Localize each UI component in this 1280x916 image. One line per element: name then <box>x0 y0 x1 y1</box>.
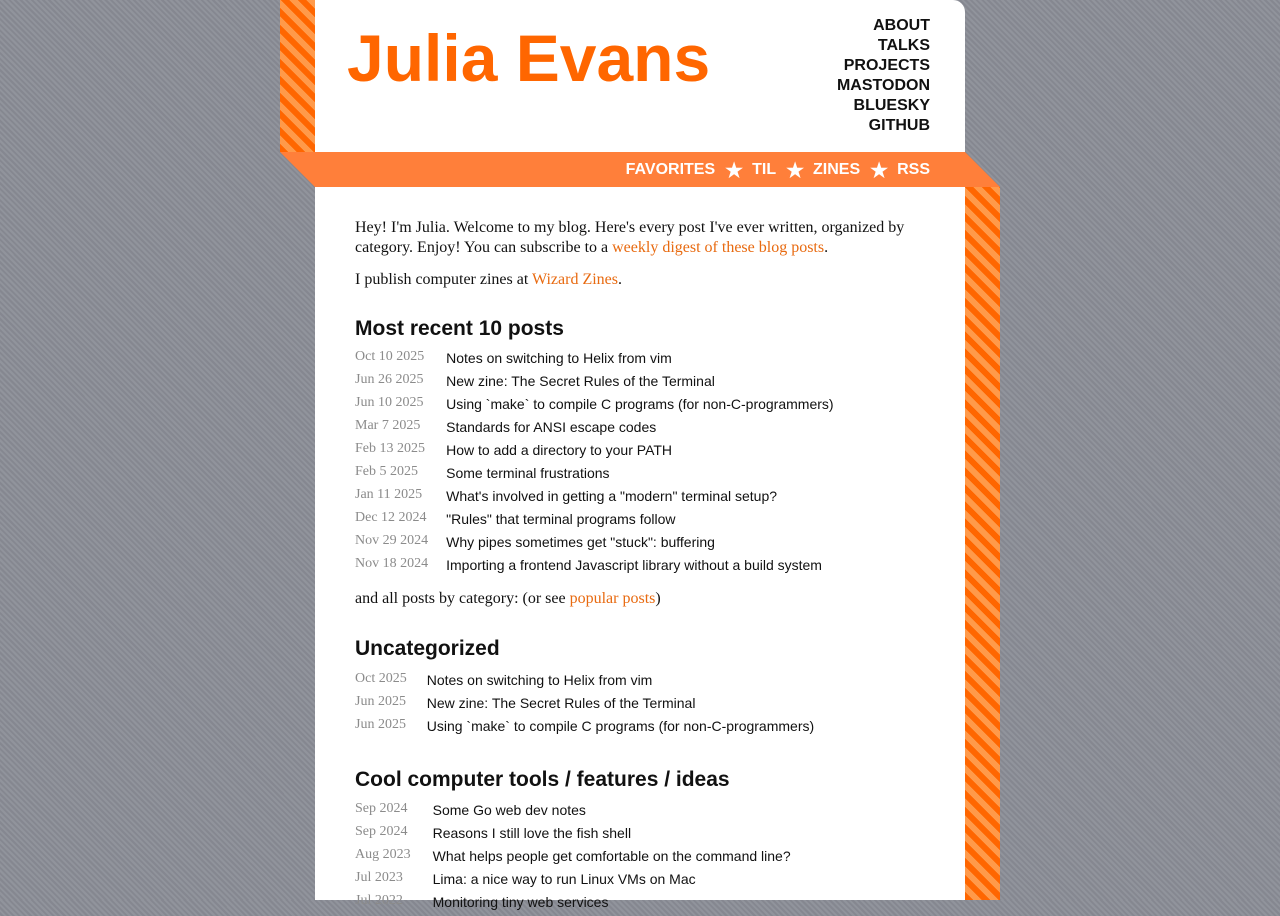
post-date: Nov 18 2024 <box>355 556 429 571</box>
post-link[interactable]: Why pipes sometimes get "stuck": buffering <box>446 534 715 550</box>
zines-text: I publish computer zines at <box>355 271 532 288</box>
post-date: Dec 12 2024 <box>355 510 427 525</box>
post-date: Jun 2025 <box>355 717 406 732</box>
content-stripe-decoration <box>965 187 1000 900</box>
post-link[interactable]: Using `make` to compile C programs (for non-C-programmers) <box>446 396 834 412</box>
category-intro <box>355 589 925 609</box>
post-date: Sep 2024 <box>355 801 408 816</box>
post-date: Jun 10 2025 <box>355 395 424 410</box>
nav-talks-link[interactable]: TALKS <box>877 37 930 54</box>
category-heading-cool-tools: Cool computer tools / features / ideas <box>355 768 730 791</box>
header-stripe-decoration <box>280 0 315 152</box>
post-row <box>355 533 834 556</box>
post-row <box>355 464 834 487</box>
post-row <box>355 418 834 441</box>
post-link[interactable]: New zine: The Secret Rules of the Terminal <box>426 695 696 711</box>
post-row <box>355 824 791 847</box>
star-icon: ★ <box>870 160 889 182</box>
star-icon: ★ <box>786 160 805 182</box>
post-date: Sep 2024 <box>355 824 408 839</box>
post-row <box>355 671 814 694</box>
post-row <box>355 556 834 579</box>
post-date: Oct 10 2025 <box>355 349 425 364</box>
post-date: Jun 26 2025 <box>355 372 424 387</box>
zines-text-end: . <box>617 271 622 288</box>
ribbon-til-link[interactable]: TIL <box>752 160 777 178</box>
post-date: Aug 2023 <box>355 847 411 862</box>
ribbon-nav <box>626 152 930 187</box>
nav-github-link[interactable]: GITHUB <box>868 117 930 134</box>
post-row <box>355 717 814 740</box>
post-row <box>355 441 834 464</box>
post-row <box>355 349 834 372</box>
ribbon-zines-link[interactable]: ZINES <box>813 160 861 178</box>
post-date: Jul 2022 <box>355 893 403 908</box>
post-date: Oct 2025 <box>355 671 407 686</box>
nav-mastodon-link[interactable]: MASTODON <box>836 77 930 94</box>
post-date: Nov 29 2024 <box>355 533 429 548</box>
post-row <box>355 870 791 893</box>
uncategorized-posts-list <box>355 671 814 740</box>
intro-text: Hey! I'm Julia. Welcome to my blog. Here's every post I've ever written, organized by category. Enjoy! You can subscribe to a <box>355 219 905 256</box>
header <box>315 0 965 152</box>
post-link[interactable]: Importing a frontend Javascript library without a build system <box>446 557 822 573</box>
post-link[interactable]: Some Go web dev notes <box>432 802 586 818</box>
ribbon-favorites-link[interactable]: FAVORITES <box>625 160 716 178</box>
ribbon-rss-link[interactable]: RSS <box>897 160 930 178</box>
nav-projects-link[interactable]: PROJECTS <box>843 57 930 74</box>
top-nav <box>837 16 930 136</box>
nav-about-link[interactable]: ABOUT <box>873 17 930 34</box>
category-intro-text: and all posts by category: (or see <box>355 590 570 607</box>
main-content <box>315 187 965 910</box>
recent-posts-heading: Most recent 10 posts <box>355 317 564 340</box>
category-intro-end: ) <box>655 590 661 607</box>
post-link[interactable]: What helps people get comfortable on the command line? <box>432 848 791 864</box>
post-row <box>355 395 834 418</box>
post-row <box>355 510 834 533</box>
post-date: Feb 13 2025 <box>355 441 425 456</box>
post-row <box>355 487 834 510</box>
zines-paragraph <box>355 270 925 290</box>
post-date: Feb 5 2025 <box>355 464 418 479</box>
post-link[interactable]: Some terminal frustrations <box>446 465 610 481</box>
post-row <box>355 847 791 870</box>
post-link[interactable]: Monitoring tiny web services <box>432 894 609 910</box>
post-link[interactable]: Notes on switching to Helix from vim <box>446 350 672 366</box>
wizard-zines-link[interactable]: Wizard Zines <box>532 271 618 288</box>
cool-tools-posts-list <box>355 801 791 916</box>
post-link[interactable]: How to add a directory to your PATH <box>446 442 673 458</box>
page <box>280 0 1000 910</box>
weekly-digest-link[interactable]: weekly digest of these blog posts <box>612 239 825 256</box>
post-date: Mar 7 2025 <box>355 418 421 433</box>
post-date: Jan 11 2025 <box>355 487 423 502</box>
post-row <box>355 893 791 916</box>
nav-bluesky-link[interactable]: BLUESKY <box>853 97 930 114</box>
post-link[interactable]: "Rules" that terminal programs follow <box>446 511 676 527</box>
intro-paragraph <box>355 218 925 258</box>
post-row <box>355 801 791 824</box>
intro-text-end: . <box>824 239 829 256</box>
post-date: Jun 2025 <box>355 694 406 709</box>
site-title[interactable]: Julia Evans <box>347 21 711 95</box>
recent-posts-list <box>355 349 834 579</box>
post-link[interactable]: Using `make` to compile C programs (for non-C-programmers) <box>426 718 815 734</box>
post-link[interactable]: Notes on switching to Helix from vim <box>426 672 653 688</box>
post-row <box>355 372 834 395</box>
post-link[interactable]: Standards for ANSI escape codes <box>446 419 657 435</box>
star-icon: ★ <box>725 160 744 182</box>
post-link[interactable]: New zine: The Secret Rules of the Terminal <box>446 373 715 389</box>
post-link[interactable]: Lima: a nice way to run Linux VMs on Mac <box>432 871 696 887</box>
popular-posts-link[interactable]: popular posts <box>569 590 656 607</box>
post-link[interactable]: What's involved in getting a "modern" terminal setup? <box>446 488 778 504</box>
post-link[interactable]: Reasons I still love the fish shell <box>432 825 632 841</box>
post-row <box>355 694 814 717</box>
post-date: Jul 2023 <box>355 870 403 885</box>
category-heading-uncategorized: Uncategorized <box>355 637 500 660</box>
